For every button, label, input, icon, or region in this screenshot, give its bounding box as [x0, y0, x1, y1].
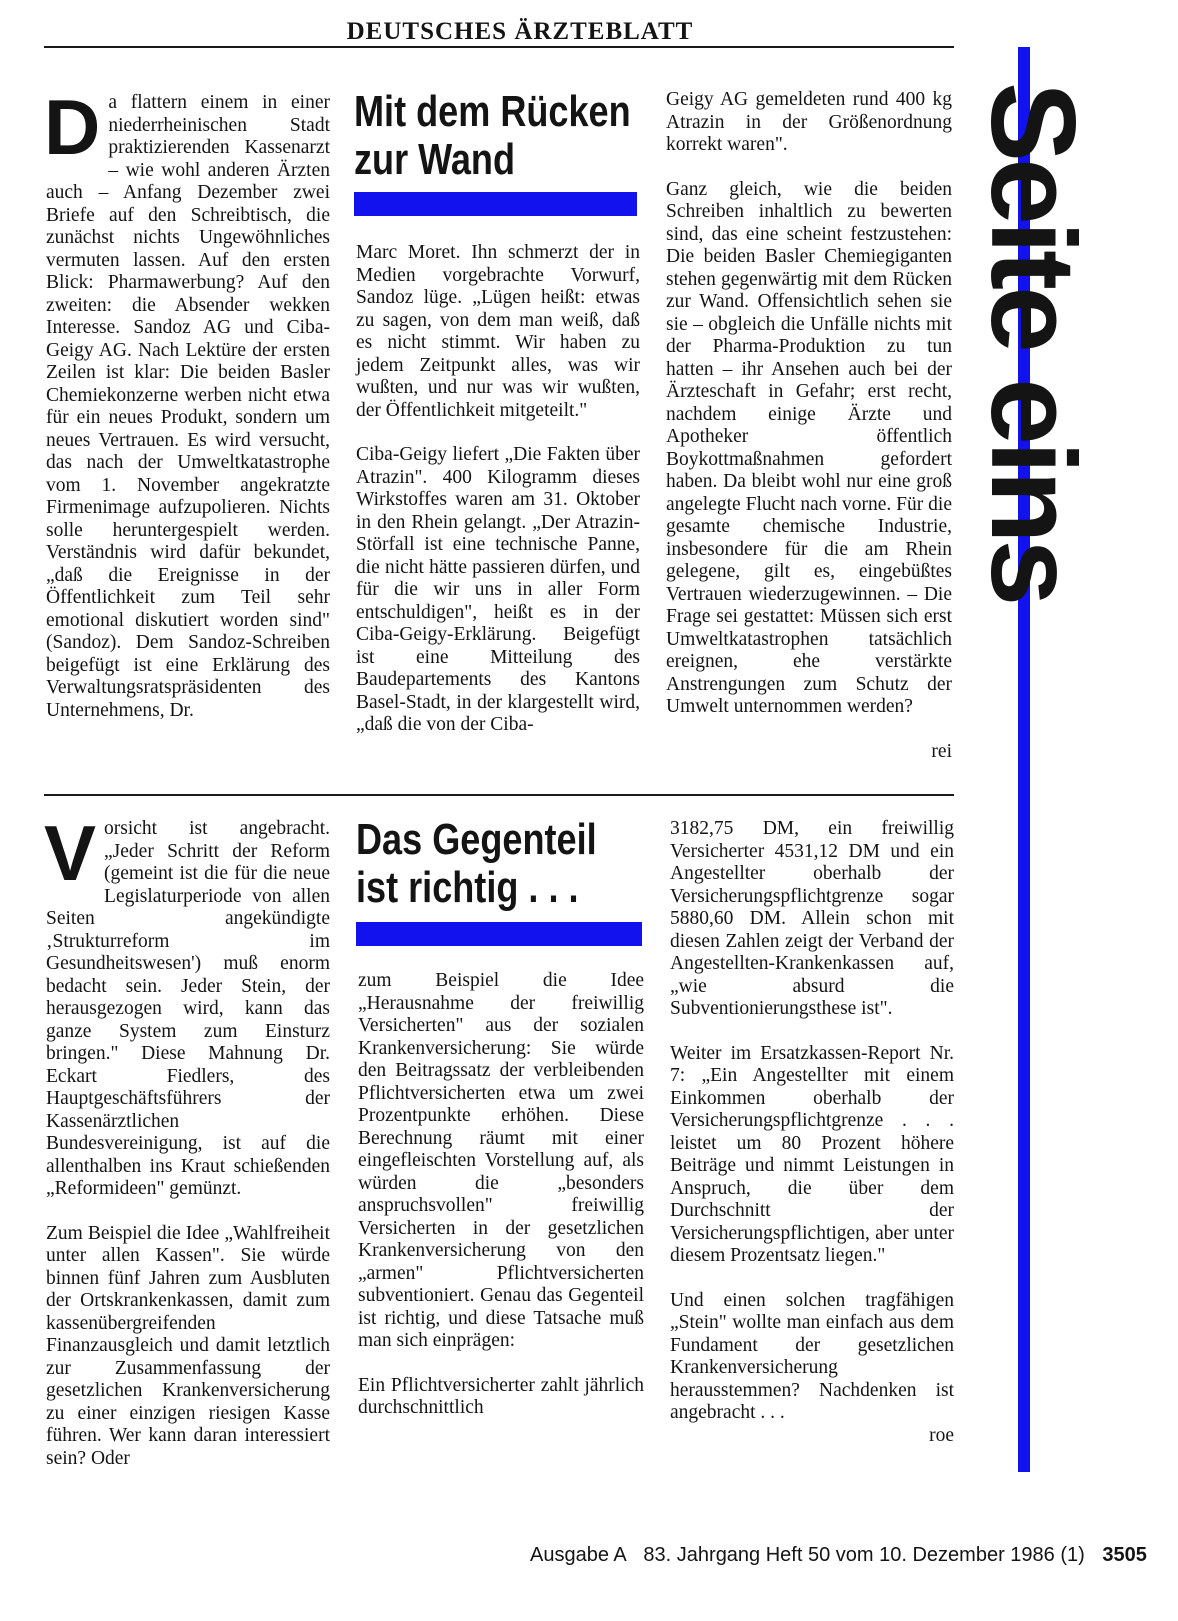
article2-col3-paragraph-1: 3182,75 DM, ein freiwillig Versicherter 4531,12 DM und ein Angestellter oberhalb der Versicherungspflichtgrenze sogar 5880,60 DM. Allein schon mit diesen Zahlen zeigt der Verband der Angestellten-Krankenkassen auf, „wie absurd die Subventionierungsthese ist".	[670, 818, 954, 1019]
article-divider	[44, 794, 954, 796]
article1-column-2	[356, 242, 640, 737]
masthead: DEUTSCHES ÄRZTEBLATT	[346, 18, 694, 45]
footer-edition: Ausgabe A	[530, 1544, 627, 1566]
footer-issue: 83. Jahrgang Heft 50 vom 10. Dezember 1986 (1)	[643, 1544, 1085, 1566]
page-footer	[530, 1544, 1147, 1567]
sidebar-title: Seite eins	[966, 82, 1100, 603]
article1-column-1	[44, 83, 330, 722]
footer-page-number: 3505	[1102, 1544, 1147, 1566]
article2-col3-paragraph-2: Weiter im Ersatzkassen-Report Nr. 7: „Ein Angestellter mit einem Einkommen oberhalb der Versicherungspflichtgrenze . . . leistet um 80 Prozent höhere Beiträge und nimmt Leistungen in Anspruch, die über dem Durchschnitt der Versicherungspflichtigen, aber unter diesem Prozentsatz liegen."	[670, 1042, 954, 1266]
article1-headline-bar	[354, 192, 637, 216]
article2-col1-paragraph-2: Zum Beispiel die Idee „Wahlfreiheit unter allen Kassen". Sie würde binnen fünf Jahren zum Ausbluten der Ortskrankenkassen, damit zum kassenübergreifenden Finanzausgleich und damit letztlich zur Zusammenfassung der gesetzlichen Krankenversicherung zu einer einzigen riesigen Kasse führen. Wer kann daran interessiert sein? Oder	[46, 1222, 330, 1469]
article2-col3-paragraph-3: Und einen solchen tragfähigen „Stein" wollte man einfach aus dem Fundament der gesetzlichen Krankenversicherung herausstemmen? Nachdenken ist angebracht . . .	[670, 1289, 954, 1423]
article2-col2-paragraph-2: Ein Pflichtversicherter zahlt jährlich durchschnittlich	[358, 1374, 644, 1418]
article1-col3-paragraph-2: Ganz gleich, wie die beiden Schreiben inhaltlich zu bewerten sind, das eine scheint festzustehen: Die beiden Basler Chemiegiganten stehen gegenwärtig mit dem Rücken zur Wand. Offensichtlich sehen sie sie – obgleich die Unfälle nichts mit der Pharma-Produktion zu tun hatten – ihr Ansehen auch bei der Ärzteschaft in Gefahr; erst recht, nachdem einige Ärzte und Apotheker öffentlich Boykottmaßnahmen gefordert haben. Da bleibt wohl nur eine groß angelegte Flucht nach vorne. Für die gesamte chemische Industrie, insbesondere für die am Rhein gelegene, gilt es, eingebüßtes Vertrauen wiederzugewinnen. – Die Frage sei gestattet: Müssen sich erst Umweltkatastrophen tatsächlich ereignen, ehe verstärkte Anstrengungen zum Schutz der Umwelt unternommen werden?	[666, 178, 952, 717]
article1-col1-paragraph: Da flattern einem in einer niederrheinischen Stadt praktizierenden Kassenarzt – wie wohl anderen Ärzten auch – Anfang Dezember zwei Briefe auf den Schreibtisch, die zunächst nichts Ungewöhnliches vermuten lassen. Auf den ersten Blick: Pharmawerbung? Auf den zweiten: die Absender wekken Interesse. Sandoz AG und Ciba-Geigy AG. Nach Lektüre der ersten Zeilen ist klar: Die beiden Basler Chemiekonzerne werben nicht etwa für ein neues Produkt, sondern um neues Vertrauen. Es wird versucht, das nach der Umweltkatastrophe vom 1. November angekratzte Firmenimage aufzupolieren. Nichts solle heruntergespielt werden. Verständnis wird dafür bekundet, „daß die Ereignisse in der Öffentlichkeit zum Teil sehr emotional diskutiert worden sind" (Sandoz). Dem Sandoz-Schreiben beigefügt ist eine Erklärung des Verwaltungsratspräsidenten des Unternehmens, Dr.	[44, 83, 330, 721]
article2-column-1	[44, 809, 330, 1470]
article1-col2-paragraph-1: Marc Moret. Ihn schmerzt der in Medien vorgebrachte Vorwurf, Sandoz lüge. „Lügen heißt: etwas zu sagen, von dem man weiß, daß es nicht stimmt. Wir haben zu jedem Zeitpunkt alles, was wir wußten, und nur was wir wußten, der Öffentlichkeit mitgeteilt."	[356, 242, 640, 421]
article1-signoff: rei	[931, 740, 952, 762]
article1-headline-line1: Mit dem Rücken	[354, 87, 631, 136]
article2-headline-line2: ist richtig . . .	[356, 863, 579, 912]
article1-col2-paragraph-2: Ciba-Geigy liefert „Die Fakten über Atrazin". 400 Kilogramm dieses Wirkstoffes waren am 31. Oktober in den Rhein gelangt. „Der Atrazin-Störfall ist eine technische Panne, die nicht hätte passieren dürfen, und für die wir uns in aller Form entschuldigen", heißt es in der Ciba-Geigy-Erklärung. Beigefügt ist eine Mitteilung des Baudepartements des Kantons Basel-Stadt, in der klargestellt wird, „daß die von der Ciba-	[356, 444, 640, 735]
article2-signoff: roe	[929, 1424, 954, 1446]
masthead-rule	[44, 46, 954, 48]
article2-headline-bar	[356, 922, 642, 946]
dropcap-d: D	[44, 83, 101, 171]
article1-column-3	[666, 89, 952, 763]
article2-column-2	[358, 970, 644, 1420]
article1-col3-paragraph-1: Geigy AG gemeldeten rund 400 kg Atrazin in der Größenordnung korrekt waren".	[666, 89, 952, 155]
article1-headline-line2: zur Wand	[354, 135, 516, 184]
article2-headline-line1: Das Gegenteil	[356, 815, 597, 864]
article2-col1-paragraph-1: Vorsicht ist angebracht. „Jeder Schritt der Reform (gemeint ist die für die neue Legislaturperiode von allen Seiten angekündigte ‚Strukturreform im Gesundheitswesen') muß enorm bedacht sein. Jeder Stein, der herausgezogen wird, kann das ganze System zum Einsturz bringen." Diese Mahnung Dr. Eckart Fiedlers, des Hauptgeschäftsführers der Kassenärztlichen Bundesvereinigung, ist auf die allenthalben ins Kraut schießenden „Reformideen" gemünzt.	[44, 809, 330, 1199]
article2-col2-paragraph-1: zum Beispiel die Idee „Herausnahme der freiwillig Versicherten" aus der sozialen Krankenversicherung: Sie würde den Beitragssatz der verbleibenden Pflichtversicherten etwa um zwei Prozentpunkte erhöhen. Diese Berechnung räumt mit einer eingefleischten Vorstellung auf, als würden die „besonders anspruchsvollen" freiwillig Versicherten in der gesetzlichen Krankenversicherung von den „armen" Pflichtversicherten subventioniert. Genau das Gegenteil ist richtig, und diese Tatsache muß man sich einprägen:	[358, 970, 644, 1351]
dropcap-v: V	[44, 809, 97, 897]
article2-column-3	[670, 818, 954, 1447]
